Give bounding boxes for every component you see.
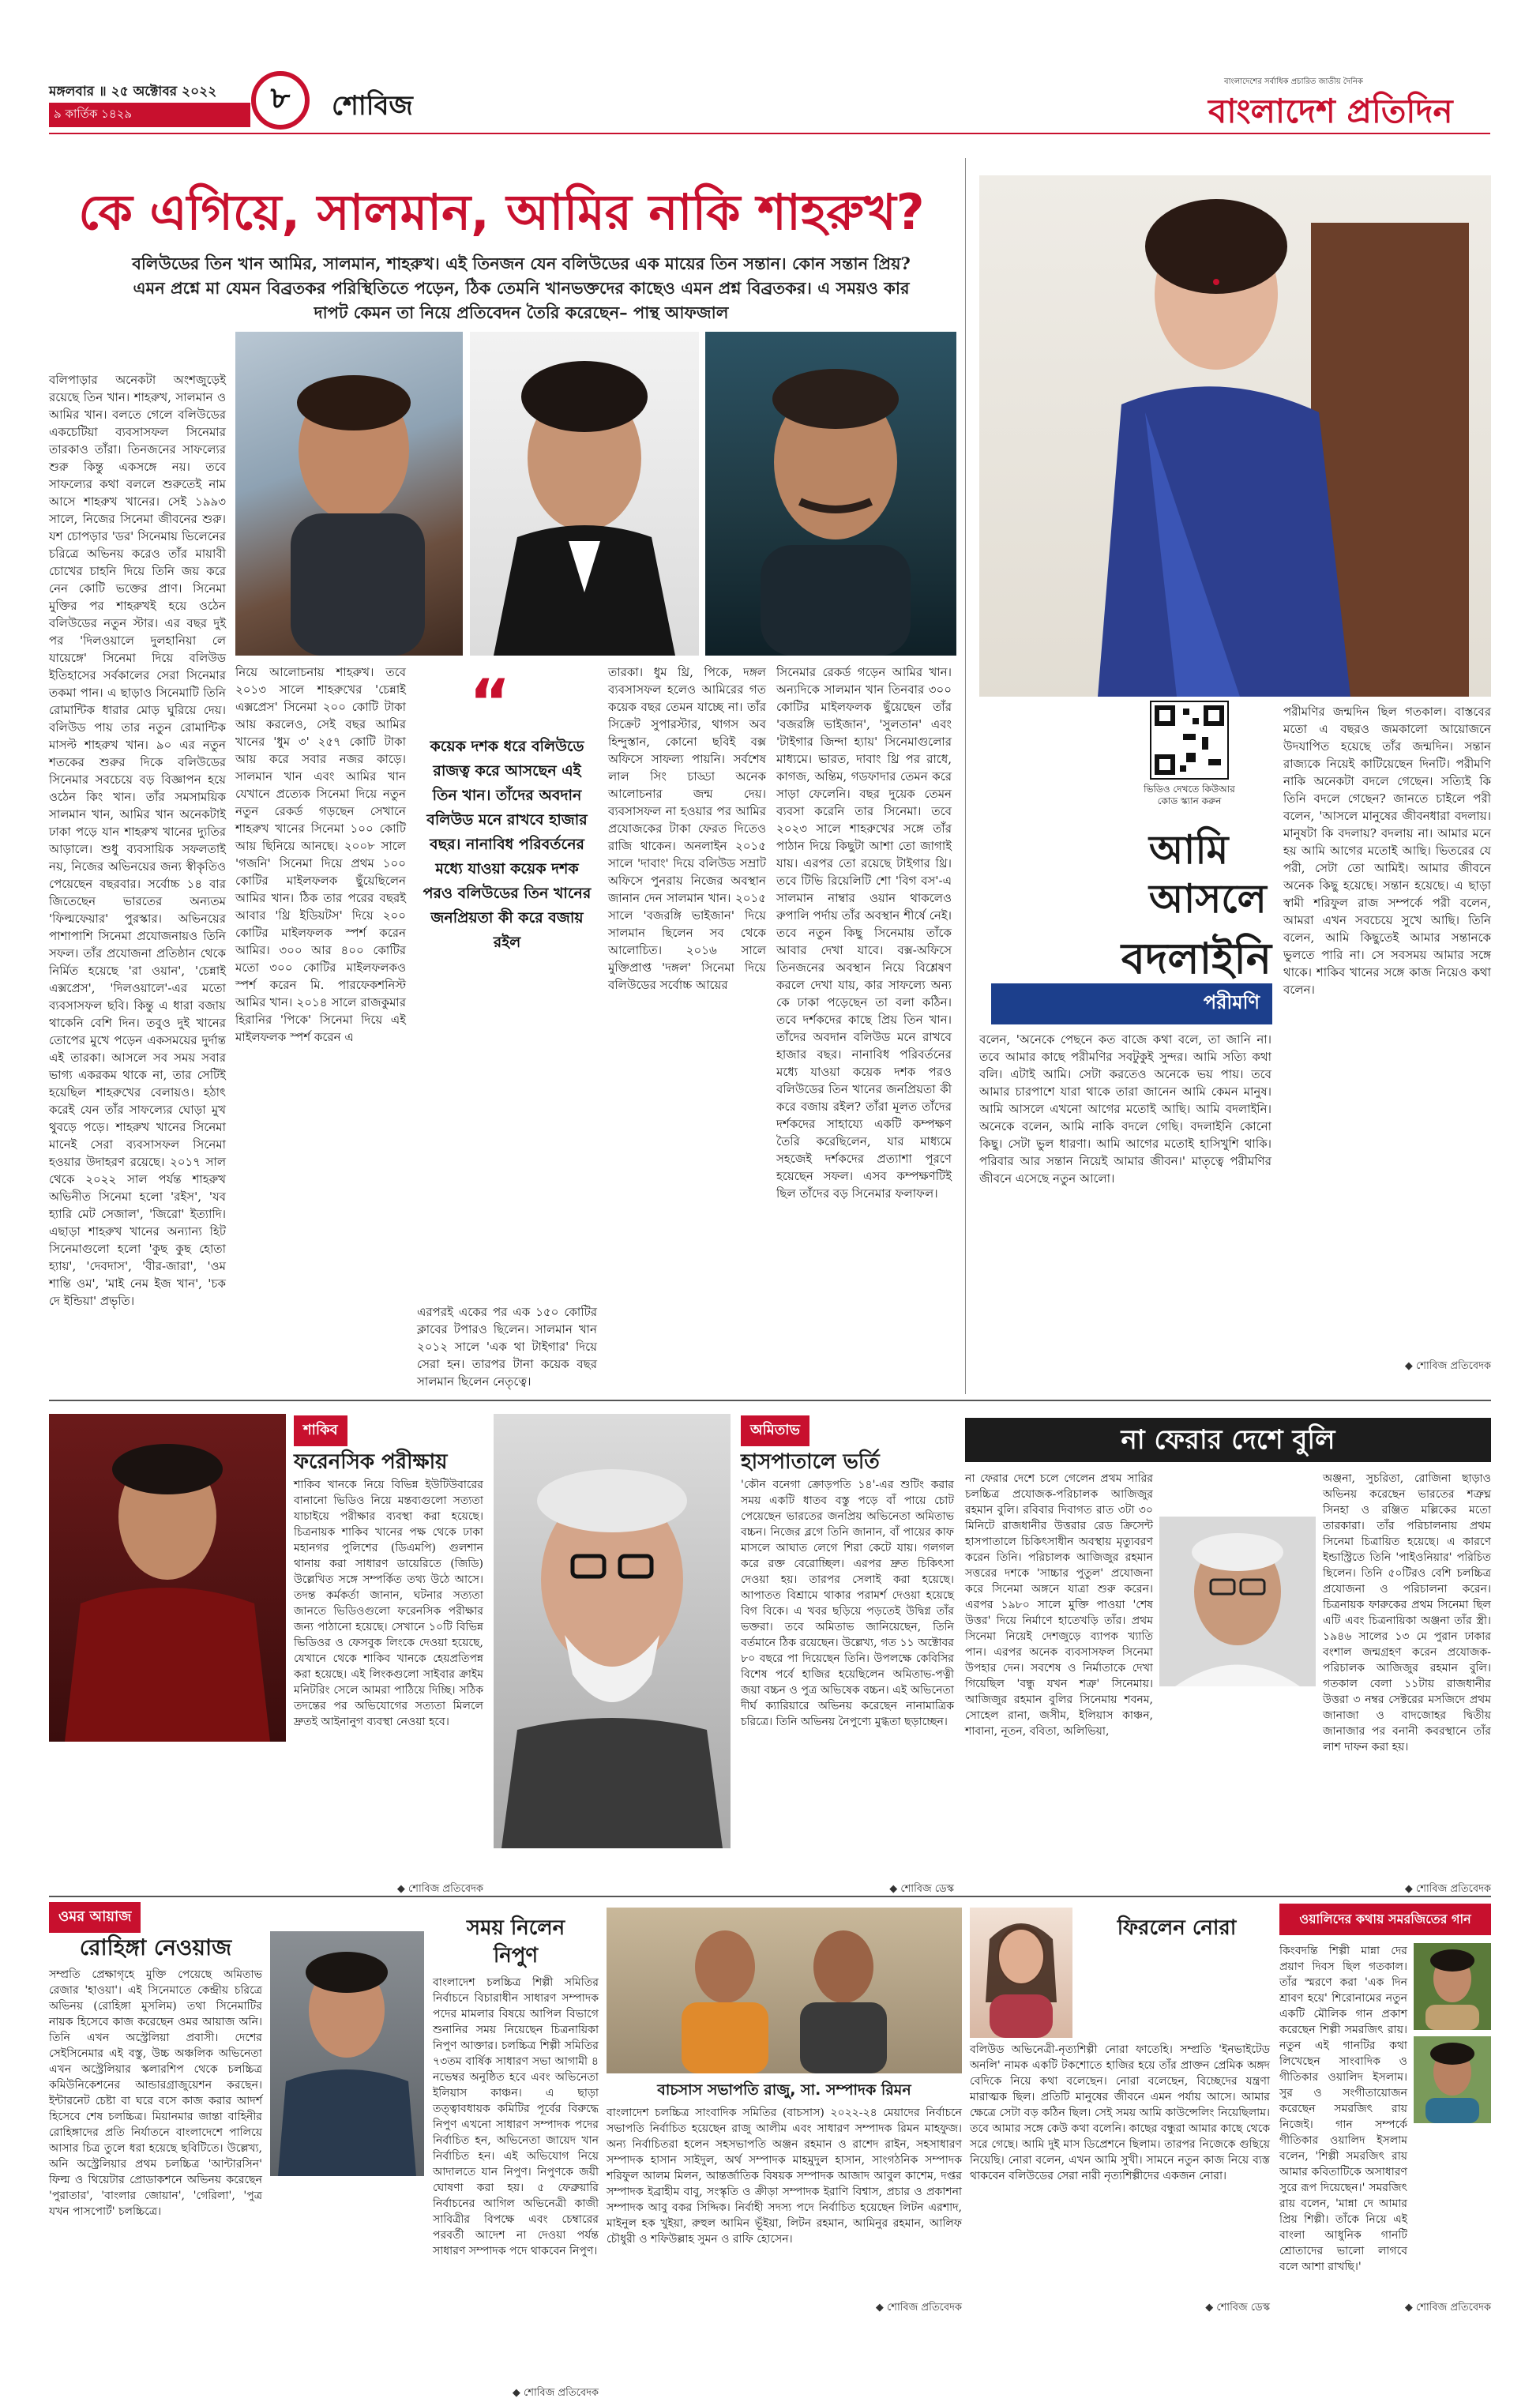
- nipun-body: বাংলাদেশ চলচ্চিত্র শিল্পী সমিতির নির্বাচনে বিচারাধীন সাধারণ সম্পাদক পদের মামলার বিষয়ে আপিল বিভাগে শুনানির সময় নিয়েছেন চিত্রনায়িকা নিপুণ আক্তার। চলচ্চিত্র শিল্পী সমিতির ৭৩তম বার্ষিক সাধারণ সভা আগামী ৪ নভেম্বর অনুষ্ঠিত হবে এবং অভিনেতা ইলিয়াস কাঞ্চন। এ ছাড়া তত্ত্বাবধায়ক কমিটির পূর্বের বিরুদ্ধে নিপুণ এখনো সাধারণ সম্পাদক পদের নির্বাচিত হন, অভিনেতা জায়েদ খান নির্বাচিত হন। এই অভিযোগ নিয়ে আদালতে যান নিপুণ। নিপুণকে জয়ী ঘোষণা করা হয়। ৫ ফেব্রুয়ারি নির্বাচনের আগিল অভিনেত্রী কাজী সাবিত্রীর বিপক্ষে এবং চেম্বারের পরবর্তী আদেশ না দেওয়া পর্যন্ত সাধারণ সম্পাদক পদে থাকবেন নিপুণ।: [433, 1976, 599, 2257]
- porimoni-heading-line3: বদলাইনি: [1121, 934, 1271, 983]
- lead-vertical-rule: [965, 158, 966, 1394]
- azizur-rahman-photo: [1159, 1517, 1316, 1686]
- amitabh-tag: অমিতাভ: [741, 1415, 809, 1446]
- azizur-credit: ◆ শোবিজ প্রতিবেদক: [1404, 1883, 1491, 1895]
- porimoni-heading-line2: আসলে: [1149, 876, 1267, 922]
- porimoni-photo: [979, 175, 1491, 697]
- shakib-body: শাকিব খানকে নিয়ে বিভিন্ন ইউটিউবারের বানানো ভিডিও নিয়ে মন্তব্যগুলো সত্যতা যাচাইয়ে পরীক্ষার ব্যবস্থা করা হয়েছে। চিত্রনায়ক শাকিব খানের পক্ষ থেকে ঢাকা মহানগর পুলিশের (ডিএমপি) গুলশান থানায় করা সাধারণ ডায়েরিতে (জিডি) উল্লেখিত সঙ্গে সম্পর্কিত তথ্য উঠে আসে। তদন্ত কর্মকর্তা জানান, ঘটনার সত্যতা জানতে ভিডিওগুলো ফরেনসিক পরীক্ষার জন্য পাঠানো হয়েছে। সেখানে ১০টি বিভিন্ন ভিডিওর ও ফেসবুক লিংকে দেওয়া হয়েছে, যেখানে থেকে শাকিব খানকে হেয়প্রতিপন্ন করা হয়েছে। এই লিংকগুলো সাইবার ক্রাইম মনিটরিং সেলে আমরা পাঠিয়ে দিচ্ছি। সঠিক তদন্তের পর অভিযোগের সত্যতা মিললে দ্রুতই আইনানুগ ব্যবস্থা নেওয়া হবে।: [294, 1479, 483, 1728]
- bachsas-credit: ◆ শোবিজ প্রতিবেদক: [875, 2302, 962, 2314]
- omar-ayaz-photo: [270, 1931, 424, 2176]
- paper-logo: বাংলাদেশ প্রতিদিন: [1208, 92, 1453, 130]
- lead-headline: কে এগিয়ে, সালমান, আমির নাকি শাহরুখ?: [78, 183, 925, 241]
- section-divider-1: [49, 1400, 1491, 1401]
- nora-headline: ফিরলেন নোরা: [1117, 1916, 1237, 1940]
- bangla-date: ৯ কার্তিক ১৪২৯: [49, 103, 250, 127]
- amitabh-headline: হাসপাতালে ভর্তি: [741, 1450, 880, 1474]
- azizur-header: [965, 1418, 1491, 1462]
- paper-tagline: বাংলাদেশের সর্বাধিক প্রচারিত জাতীয় দৈনিক: [1224, 77, 1363, 86]
- shakib-credit: ◆ শোবিজ প্রতিবেদক: [396, 1883, 483, 1895]
- shahrukh-khan-photo: [470, 332, 699, 656]
- samarjit-header: [1279, 1904, 1491, 1935]
- page-number-badge: [251, 71, 310, 130]
- walid-islam-photo: [1414, 1943, 1491, 2030]
- qr-code-icon[interactable]: [1150, 701, 1229, 780]
- nipun-credit: ◆ শোবিজ প্রতিবেদক: [512, 2387, 599, 2399]
- shakib-khan-photo: [49, 1414, 286, 1742]
- samarjit-roy-photo: [1414, 2036, 1491, 2123]
- bachsas-caption: বাচসাস সভাপতি রাজু, সা. সম্পাদক রিমন: [657, 2081, 911, 2099]
- porimoni-heading: [1149, 825, 1267, 923]
- lead-column-3: এরপরই একের পর এক ১৫০ কোটির ক্লাবের টপারও ছিলেন। সালমান খান ২০১২ সালে 'এক থা টাইগার' দিয়ে সেরা হন। তারপর টানা কয়েক বছর সালমান ছিলেন নেতৃত্বে।: [417, 1305, 597, 1389]
- section-name: শোবিজ: [332, 90, 413, 122]
- porimoni-column-1: বলেন, 'অনেকে পেছনে কত বাজে কথা বলে, তা জানি না। তবে আমার কাছে পরীমণির সবটুকুই সুন্দর। আমি সত্যি কথা বলি। এটাই আমি। সেটা করতেও অনেকে ভয় পায়। তবে আমার চারপাশে যারা থাকে তারা জানেন আমি কেমন মানুষ। আমি আসলে এখনো আগের মতোই আছি। আমি বদলাইনি। অনেকে বলেন, আমি নাকি বদলে গেছি। বদলাইনি কোনো কিছু। সেটা ভুল ধারণা। আমি আগের মতোই হাসিখুশি থাকি। পরিবার আর সন্তান নিয়েই আমার জীবন।' মাতৃত্বে পরীমণির জীবনে এসেছে নতুন আলো।: [979, 1032, 1271, 1186]
- pull-quote-text: কয়েক দশক ধরে বলিউডে রাজত্ব করে আসছেন এই তিন খান। তাঁদের অবদান বলিউড মনে রাখবে হাজার বছর। নানাবিধ পরিবর্তনের মধ্যে যাওয়া কয়েক দশক পরও বলিউডের তিন খানের জনপ্রিয়তা কী করে বজায় রইল: [423, 738, 592, 951]
- omar-headline: রোহিঙ্গা নেওয়াজ: [79, 1934, 232, 1960]
- quote-mark-icon: “: [469, 666, 511, 739]
- bachsas-leaders-photo: [607, 1908, 962, 2073]
- azizur-column-1: না ফেরার দেশে চলে গেলেন প্রথম সারির চলচ্চিত্র প্রযোজক-পরিচালক আজিজুর রহমান বুলি। রবিবার দিবাগত রাত ৩টা ৩০ মিনিটে রাজধানীর উত্তরার রেড ক্রিসেন্ট হাসপাতালে চিকিৎসাধীন অবস্থায় মৃত্যুবরণ করেন তিনি। পরিচালক আজিজুর রহমান সত্তরের দশকে 'সাচ্চার পুতুল' প্রযোজনা করে সিনেমা অঙ্গনে যাত্রা শুরু করেন। এরপর ১৯৮০ সালে মুক্তি পাওয়া 'শেষ উত্তর' দিয়ে নির্মাণে হাতেখড়ি তাঁর। প্রথম সিনেমা নিয়েই দেশজুড়ে ব্যাপক খ্যাতি পান। এরপর অনেক ব্যবসাসফল সিনেমা উপহার দেন। সবশেষ ও নির্মাতাকে দেখা গিয়েছিল 'বন্ধু যখন শত্রু' সিনেমায়। আজিজুর রহমান বুলির সিনেমায় শবনম, সোহেল রানা, জসীম, ইলিয়াস কাঞ্চন, শাবানা, নূতন, ববিতা, অলিভিয়া,: [965, 1472, 1153, 1738]
- lead-column-4: তারকা। ধুম থ্রি, পিকে, দঙ্গল ব্যবসাসফল হলেও আমিরের গত কয়েক বছর তেমন যাচ্ছে না। তাঁর সিক্রেট সুপারস্টার, থাগস অব হিন্দুস্তান, কোনো ছবিই বক্স অফিসে সাফল্য পায়নি। সর্বশেষ লাল সিং চাড্ডা অনেক আলোচনার জন্ম দেয়। ব্যবসাসফল না হওয়ার পর আমির প্রযোজকের টাকা ফেরত দিতেও রাজি থাকেন। অনলাইন ২০১৫ সালে 'দাবাং' দিয়ে বলিউড সম্রাট অফিসে পুনরায় নিজের অবস্থান জানান দেন সালমান খান। ২০১৫ সালে 'বজরঙ্গি ভাইজান' দিয়ে সালমান ছিলেন সব থেকে আলোচিত। ২০১৬ সালে মুক্তিপ্রাপ্ত 'দঙ্গল' সিনেমা দিয়ে বলিউডের সর্বোচ্চ আয়ের: [608, 665, 766, 992]
- nipun-headline-line2: নিপুণ: [493, 1944, 539, 1968]
- salman-khan-photo: [235, 332, 463, 656]
- porimoni-column-2: পরীমণির জন্মদিন ছিল গতকাল। বাস্তবের মতো এ বছরও জমকালো আয়োজনে উদযাপিত হয়েছে তাঁর জন্মদিন। সন্তান রাজ্যকে নিয়েই কাটিয়েছেন দিনটি। পরীমণি নাকি অনেকটা বদলে গেছেন। সত্যিই কি তিনি বদলে গেছেন? জানতে চাইলে পরী বলেন, 'আসলে মানুষের জীবনধারা বদলায়। মানুষটা কি বদলায়? বদলায় না। আমার মনে হয় আমি আগের মতোই আছি। ভিতরের যে পরী, সেটা তো আমিই। আমার জীবনে অনেক কিছু হয়েছে। সন্তান হয়েছে। এ ছাড়া স্বামী শরিফুল রাজ সম্পর্কে পরী বলেন, আমরা এখন সবচেয়ে সুখে আছি। তিনি বলেন, আমি কিছুতেই আমার সন্তানকে ভুলতে পারি না। সে সবসময় আমার সঙ্গে থাকে। শাকিব খানের সঙ্গে কাজ নিয়েও কথা বলেন।: [1283, 705, 1491, 997]
- bachsas-body: বাংলাদেশ চলচ্চিত্র সাংবাদিক সমিতির (বাচসাস) ২০২২-২৪ মেয়াদের নির্বাচনে সভাপতি নির্বাচিত হয়েছেন রাজু আলীম এবং সাধারণ সম্পাদক রিমন মাহফুজ। অন্য নির্বাচিতরা হলেন সহসভাপতি অঞ্জন রহমান ও রাশেদ রাইন, সহসাধারণ সম্পাদক হাসান সাইদুল, অর্থ সম্পাদক মাহমুদুল হাসান, সাংগঠনিক সম্পাদক শরিফুল আলম মিলন, আন্তর্জাতিক বিষয়ক সম্পাদক আজাদ আবুল কাশেম, দপ্তর সম্পাদক ইব্রাহীম বাবু, সংস্কৃতি ও ক্রীড়া সম্পাদক ইরাণি বিশ্বাস, প্রচার ও প্রকাশনা সম্পাদক আবু বকর সিদ্দিক। নির্বাহী সদস্য পদে নির্বাচিত হয়েছেন লিটন এরশাদ, মাইনুল হক খুইয়া, রুহুল আমিন ভূঁইয়া, লিটন রহমান, আমিনুর রহমান, আলিফ চৌধুরী ও শফিউল্লাহ সুমন ও রাফি হোসেন।: [607, 2107, 962, 2246]
- lead-column-5: সিনেমার রেকর্ড গড়েন আমির খান। অন্যদিকে সালমান খান তিনবার ৩০০ কোটির মাইলফলক ছুঁয়েছেন তাঁর 'বজরঙ্গি ভাইজান', 'সুলতান' এবং 'টাইগার জিন্দা হ্যায়' সিনেমাগুলোর মাধ্যমে। ভারত, দাবাং থ্রি পর রাধে, কাগজ, অন্তিম, গডফাদার তেমন করে সাড়া ফেলেনি। বছর দুয়েক তেমন ব্যবসা করেনি তার সিনেমা। তবে ২০২৩ সালে শাহরুখের সঙ্গে তাঁর পাঠান দিয়ে কিছুটা আশা তো জাগাই যায়। এরপর তো রয়েছে টাইগার থ্রি। তবে টিভি রিয়েলিটি শো 'বিগ বস'-এ সালমান নাম্বার ওয়ান থাকলেও রুপালি পর্দায় তাঁর অবস্থান শীর্ষে নেই। তবে নতুন কিছু সিনেমায় তাঁকে আবার দেখা যাবে। বক্স-অফিসে তিনজনের অবস্থান নিয়ে বিশ্লেষণ করলে দেখা যায়, কার সাফল্যে অন্য কে ঢাকা পড়েছেন তা বলা কঠিন। তবে দর্শকদের কাছে প্রিয় তিন খান। তাঁদের অবদান বলিউড মনে রাখবে হাজার বছর। নানাবিধ পরিবর্তনের মধ্যে যাওয়া কয়েক দশক পরও বলিউডের তিন খানের জনপ্রিয়তা কী করে বজায় রইল? তাঁরা মূলত তাঁদের দর্শকদের সাহায্যে একটি কম্পক্ষণ তৈরি করেছিলেন, যার মাধ্যমে সহজেই দর্শকদের প্রত্যাশা পূরণে হয়েছেন সফল। এসব কম্পক্ষণটিই ছিল তাঁদের বড় সিনেমার ফলাফল।: [776, 665, 952, 1201]
- nora-fatehi-photo: [970, 1908, 1072, 2038]
- amitabh-credit: ◆ শোবিজ ডেস্ক: [889, 1883, 954, 1895]
- pull-quote-box: [414, 666, 600, 1102]
- nora-body: বলিউড অভিনেত্রী-নৃত্যশিল্পী নোরা ফাতেহি। সম্প্রতি 'ইনভাইটেড অনলি' নামক একটি টকশোতে হাজির হয়ে তাঁর প্রাক্তন প্রেমিক অঙ্গদ বেদিকে নিয়ে কথা বলেছেন। নোরা বলেছেন, বিচ্ছেদের যন্ত্রণা মারাত্মক ছিল। প্রতিটি মানুষের জীবনে এমন পর্যায় আসে। আমার ক্ষেত্রে সেটা বড় কঠিন ছিল। সেই সময় আমি কাউন্সেলিং নিয়েছিলাম। তবে আমার সঙ্গে কেউ কথা বলেনি। কাছের বন্ধুরা আমার কাছে থেকে সরে গেছে। আমি দুই মাস ডিপ্রেশনে ছিলাম। তারপর নিজেকে গুছিয়ে নিয়েছি। নোরা বলেন, এখন আমি সুখী। সামনে নতুন কাজ নিয়ে ব্যস্ত থাকবেন বলিউডের সেরা নারী নৃত্যশিল্পীদের একজন নোরা।: [970, 2043, 1270, 2182]
- samarjit-headline: ওয়ালিদের কথায় সমরজিতের গান: [1299, 1911, 1471, 1926]
- page-number: ৮: [270, 81, 291, 115]
- qr-caption: ভিডিও দেখতে কিউআর কোড স্ক্যান করুন: [1144, 784, 1235, 806]
- shakib-tag: শাকিব: [294, 1415, 347, 1446]
- amitabh-bachchan-photo: [494, 1414, 731, 1848]
- nipun-headline-line1: সময় নিলেন: [466, 1916, 565, 1940]
- section-divider-2: [49, 1896, 1491, 1897]
- samarjit-credit: ◆ শোবিজ প্রতিবেদক: [1404, 2302, 1491, 2314]
- amitabh-body: 'কৌন বনেগা ক্রোড়পতি ১৪'-এর শুটিং করার সময় একটি ধাতব বস্তু পড়ে বাঁ পায়ে চোট পেয়েছেন ভারতের জনপ্রিয় অভিনেতা অমিতাভ বচ্চন। নিজের ব্লগে তিনি জানান, বাঁ পায়ের কাফ মাসলে আঘাত লেগে শিরা কেটে যায়। গলগল করে রক্ত বেরোচ্ছিল। এরপর দ্রুত চিকিৎসা দেওয়া হয়। তারপর সেলাই করা হয়েছে। আপাতত বিশ্রামে থাকার পরামর্শ দেওয়া হয়েছে বিগ বিকে। এ খবর ছড়িয়ে পড়তেই উদ্বিগ্ন তাঁর ভক্তরা। তবে অমিতাভ জানিয়েছেন, তিনি বর্তমানে ঠিক রয়েছেন। উল্লেখ্য, গত ১১ অক্টোবর ৮০ বছরে পা দিয়েছেন তিনি। উপলক্ষে কেবিসির বিশেষ পর্বে হাজির হয়েছিলেন অমিতাভ-পত্নী জয়া বচ্চন ও পুত্র অভিষেক বচ্চন। এই অভিনেতা দীর্ঘ ক্যারিয়ারে অভিনয় করেছেন নানামাত্রিক চরিত্রে। তিনি অভিনয় নৈপুণ্যে মুগ্ধতা ছড়াচ্ছেন।: [741, 1479, 954, 1728]
- azizur-headline: না ফেরার দেশে বুলি: [1121, 1424, 1335, 1456]
- nora-credit: ◆ শোবিজ ডেস্ক: [1205, 2302, 1270, 2314]
- azizur-column-2: অঞ্জনা, সুচরিতা, রোজিনা ছাড়াও অভিনয় করেছেন ভারতের শত্রুঘ্ন সিনহা ও রঞ্জিত মল্লিকের মতো তারকারা। তাঁর পরিচালনায় প্রথম সিনেমা চিত্রায়িত হয়েছে। এ কারণে ইন্ডাস্ট্রিতে তিনি 'পাইওনিয়ার' পরিচিত ছিলেন। তিনি ৫০টিরও বেশি চলচ্চিত্র প্রযোজনা ও পরিচালনা করেন। চিত্রনায়ক ফারুকের প্রথম সিনেমা ছিল এটি এবং চিত্রনায়িকা অঞ্জনা তাঁর স্ত্রী। ১৯৪৬ সালের ১৩ মে পুরান ঢাকার বংশাল জন্মগ্রহণ করেন প্রযোজক-পরিচালক আজিজুর রহমান বুলি। গতকাল বেলা ১১টায় রাজধানীর উত্তরা ৩ নম্বর সেক্টরের মসজিদে প্রথম জানাজা ও বাদজোহর দ্বিতীয় জানাজার পর বনানী কবরস্থানে তাঁর লাশ দাফন করা হয়।: [1323, 1472, 1491, 1754]
- porimoni-name-tag: পরীমণি: [991, 983, 1272, 1024]
- samarjit-body: কিংবদন্তি শিল্পী মান্না দের প্রয়াণ দিবস ছিল গতকাল। তাঁর স্মরণে করা 'এক দিন শ্রাবণ হয়ে' শিরোনামের নতুন একটি মৌলিক গান প্রকাশ করেছেন শিল্পী সমরজিৎ রায়। নতুন এই গানটির কথা লিখেছেন সাংবাদিক ও গীতিকার ওয়ালিদ ইসলাম। সুর ও সংগীতায়োজন করেছেন সমরজিৎ রায় নিজেই। গান সম্পর্কে গীতিকার ওয়ালিদ ইসলাম বলেন, 'শিল্পী সমরজিৎ রায় আমার কবিতাটিকে অসাধারণ সুরে রূপ দিয়েছেন।' সমরজিৎ রায় বলেন, 'মান্না দে আমার প্রিয় শিল্পী। তাঁকে নিয়ে এই বাংলা আধুনিক গানটি শ্রোতাদের ভালো লাগবে বলে আশা রাখছি।': [1279, 1945, 1407, 2273]
- lead-column-2: নিয়ে আলোচনায় শাহরুখ। তবে ২০১৩ সালে শাহরুখের 'চেন্নাই এক্সপ্রেস' সিনেমা ২০০ কোটি টাকা আয় করলেও, সেই বছর আমির খানের 'ধুম ৩' ২৫৭ কোটি টাকা আয় করে সবার নজর কাড়ে। সালমান খান এবং আমির খান যেখানে প্রত্যেক সিনেমা দিয়ে নতুন নতুন রেকর্ড গড়ছেন সেখানে শাহরুখ খানের সিনেমা ১০০ কোটি আয় ছিনিয়ে আনছে। ২০০৮ সালে 'গজনি' সিনেমা দিয়ে প্রথম ১০০ কোটির মাইলফলক ছুঁয়েছিলেন আমির খান। ঠিক তার পরের বছরই আবার 'থ্রি ইডিয়টস' দিয়ে ২০০ কোটির মাইলফলক স্পর্শ করেন আমির। ৩০০ আর ৪০০ কোটির মতো ৩০০ কোটির মাইলফলকও স্পর্শ করেন মি. পারফেকশনিস্ট আমির খান। ২০১৪ সালে রাজকুমার হিরানির 'পিকে' সিনেমা দিয়ে এই মাইলফলক স্পর্শ করেন এ: [235, 665, 406, 1044]
- lead-intro: বলিউডের তিন খান আমির, সালমান, শাহরুখ। এই তিনজন যেন বলিউডের এক মায়ের তিন সন্তান। কোন সন্তান প্রিয়? এমন প্রশ্নে মা যেমন বিব্রতকর পরিস্থিতিতে পড়েন, ঠিক তেমনি খানভক্তদের কাছেও এমন প্রশ্ন বিব্রতকর। এ সময়ও কার দাপট কেমন তা নিয়ে প্রতিবেদন তৈরি করেছেন– পান্থ আফজাল: [132, 254, 911, 322]
- omar-body: সম্প্রতি প্রেক্ষাগৃহে মুক্তি পেয়েছে অমিতাভ রেজার 'হাওয়া'। এই সিনেমাতে কেন্দ্রীয় চরিত্রে অভিনয় (রোহিঙ্গা মুসলিম) তথা সিনেমাটির নায়ক হিসেবে কাজ করেছেন ওমর আয়াজ অনি। তিনি এখন অস্ট্রেলিয়া প্রবাসী। দেশের সেইসিনেমার এই বস্তু, উচ্চ অঞ্চলিক অভিনেতা এখন অস্ট্রেলিয়ার স্কলারশিপ থেকে চলচ্চিত্র কমিউনিকেশনের আন্ডারগ্রাজুয়েশন করছেন। ইন্টারনেট চেষ্টা বা ঘরে বসে কাজ করার আদর্শ হিসেবে শেষ চলচ্চিত্র। মিয়ানমার জান্তা বাহিনীর রোহিঙ্গাদের প্রতি নির্যাতনে বাংলাদেশে পালিয়ে আসার চিত্র তুলে ধরা হয়েছে ছবিটিতে। উল্লেখ্য, অনি অস্ট্রেলিয়ার প্রথম চলচ্চিত্র 'আন্টারসিন' ফিল্ম ও থিয়েটার প্রোডাকশনে অভিনয় করেছেন 'পুরাতার', 'বাংলার জোয়ান', 'গেরিলা', 'পুত্র যখন পাসপোর্ট' চলচ্চিত্রে।: [49, 1968, 262, 2218]
- aamir-khan-photo: [705, 332, 956, 656]
- porimoni-credit: ◆ শোবিজ প্রতিবেদক: [1404, 1360, 1491, 1372]
- porimoni-heading-line1: আমি: [1149, 827, 1229, 873]
- date-line: মঙ্গলবার ॥ ২৫ অক্টোবর ২০২২: [49, 84, 217, 100]
- lead-column-1: বলিপাড়ার অনেকটা অংশজুড়েই রয়েছে তিন খান। শাহরুখ, সালমান ও আমির খান। বলতে গেলে বলিউডের একচেটিয়া ব্যবসাসফল সিনেমার তারকাও তাঁরা। তিনজনের সাফল্যের শুরু কিন্তু একসঙ্গে নয়। তবে সাফল্যের কথা বললে শুরুতেই নাম আসে শাহরুখ খানের। সেই ১৯৯৩ সালে, নিজের সিনেমা জীবনের শুরু। যশ চোপড়ার 'ডর' সিনেমায় ভিলেনের চরিত্রে অভিনয় করেও তাঁর মায়াবী চোখের চাহনি দিয়ে তিনি জয় করে নেন কোটি ভক্তের প্রাণ। সিনেমা মুক্তির পর শাহরুখই হয়ে ওঠেন বলিউডের নতুন স্টার। এর বছর দুই পর 'দিলওয়ালে দুলহানিয়া লে যায়েঙ্গে' সিনেমা দিয়ে বলিউড ইতিহাসের সর্বকালের সেরা সিনেমার তকমা পান। এ ছাড়াও সিনেমাটি তিনি রোমান্টিক ধারার মোড় ঘুরিয়ে দেয়। বলিউড পায় তার নতুন রোমান্টিক মাসল্ট শাহরুখ খান। ৯০ এর নতুন শতকের শুরুর দিকে বলিউডের সিনেমার সবচেয়ে বড় বিজ্ঞাপন হয়ে ওঠেন কিং খান। তাঁর সমসাময়িক সালমান খান, আমির খান অনেকটাই ঢাকা পড়ে যান শাহরুখ খানের দ্যুতির আড়ালে। শুধু ব্যবসায়িক সফলতাই নয়, নিজের অভিনয়ের জন্য স্বীকৃতিও পেয়েছেন বছরবার। সর্বোচ্চ ১৪ বার জিতেছেন ভারতের অন্যতম 'ফিল্মফেয়ার' পুরস্কার। অভিনয়ের পাশাপাশি সিনেমা প্রযোজনায়ও তিনি সফল। তাঁর প্রযোজনা প্রতিষ্ঠান থেকে নির্মিত হয়েছে 'রা ওয়ান', 'চেন্নাই এক্সপ্রেস', 'দিলওয়ালে'-এর মতো ব্যবসাসফল ছবি। কিন্তু এ ধারা বজায় থাকেনি বেশি দিন। তবুও দুই খানের তোপের মুখে পড়েন একসময়ের দুর্দান্ত এই তারকা। আসলে সব সময় সবার ভাগ্য একরকম থাকে না, তার সেটিই হয়েছিল শাহরুখের বেলায়ও। হঠাৎ করেই যেন তাঁর সাফল্যের ঘোড়া মুখ থুবড়ে পড়ে। শাহরুখ খানের সিনেমা মানেই সেরা ব্যবসাসফল সিনেমা হওয়ার উদাহরণ রয়েছে। ২০১৭ সাল থেকে ২০২২ সাল পর্যন্ত শাহরুখ অভিনীত সিনেমা হলো 'রইস', 'যব হ্যারি মেট সেজাল', 'জিরো' ইত্যাদি। এছাড়া শাহরুখ খানের অন্যান্য হিট সিনেমাগুলো হলো 'কুছ কুছ হোতা হ্যায়', 'দেবদাস', 'বীর-জারা', 'ওম শান্তি ওম', 'মাই নেম ইজ খান', 'চক দে ইন্ডিয়া' প্রভৃতি।: [49, 373, 226, 1308]
- omar-tag: ওমর আয়াজ: [49, 1902, 141, 1933]
- shakib-headline: ফরেনসিক পরীক্ষায়: [294, 1450, 448, 1474]
